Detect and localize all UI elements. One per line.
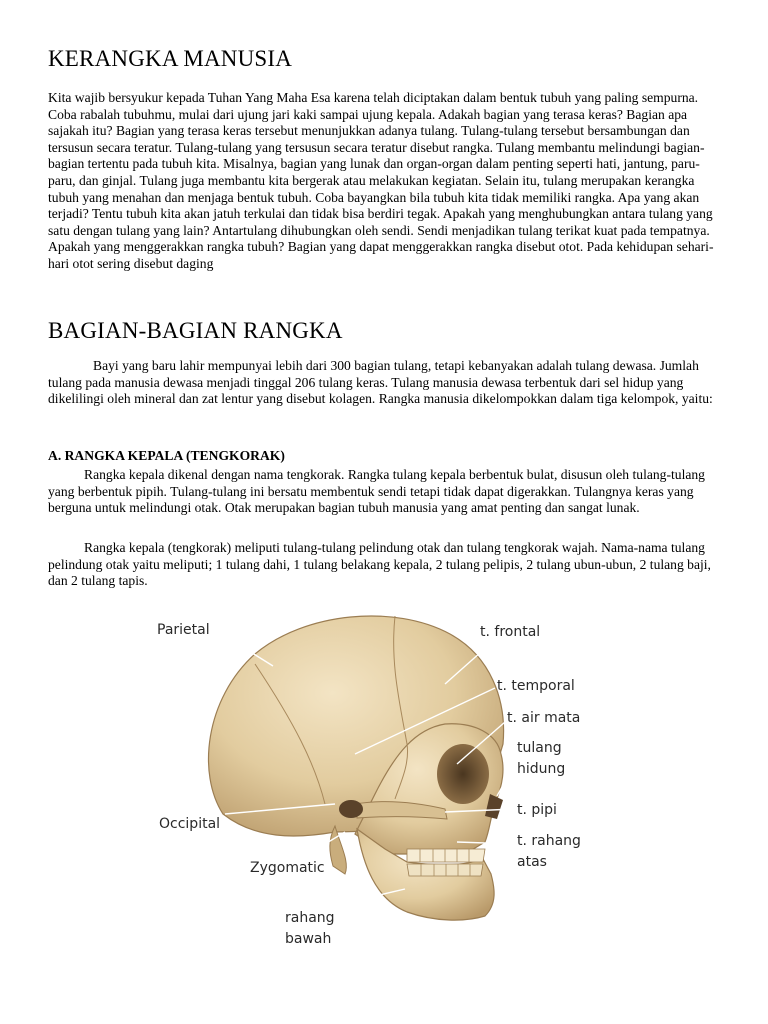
skull-paragraph-1-text: Rangka kepala dikenal dengan nama tengkorak. Rangka tulang kepala berbentuk bulat, disusun oleh tulang-tulang yang berbentuk pipih. Tulang-tulang ini bersatu membentuk sendi tetapi tidak dapat digerakkan. Tulangnya keras yang berguna untuk melindungi otak. Otak merupakan bagian tubuh manusia yang amat penting dan sangat lunak. bbox=[48, 467, 705, 516]
label-rahang-atas-2: atas bbox=[517, 854, 547, 870]
skull-paragraph-2 bbox=[48, 540, 720, 590]
label-occipital: Occipital bbox=[159, 816, 221, 832]
label-frontal: t. frontal bbox=[480, 624, 541, 640]
skull-diagram bbox=[145, 604, 615, 954]
ear-opening bbox=[339, 800, 363, 818]
lower-teeth bbox=[407, 864, 483, 876]
label-tulang: tulang bbox=[517, 740, 562, 756]
page-title: KERANGKA MANUSIA bbox=[48, 46, 293, 71]
section-title: BAGIAN-BAGIAN RANGKA bbox=[48, 318, 343, 343]
parts-paragraph bbox=[48, 358, 720, 408]
label-rahang-bawah-1: rahang bbox=[285, 910, 335, 926]
parts-paragraph-text: Bayi yang baru lahir mempunyai lebih dari 300 bagian tulang, tetapi kebanyakan adalah tulang dewasa. Jumlah tulang pada manusia dewasa menjadi tinggal 206 tulang keras. Tulang manusia dewasa terbentuk dari sel hidup yang dikelilingi oleh mineral dan zat lentur yang disebut kolagen. Rangka manusia dikelompokkan dalam tiga kelompok, yaitu: bbox=[48, 358, 713, 407]
label-air-mata: t. air mata bbox=[507, 710, 581, 726]
skull-illustration bbox=[145, 604, 615, 954]
skull-paragraph-2-text: Rangka kepala (tengkorak) meliputi tulang-tulang pelindung otak dan tulang tengkorak wajah. Nama-nama tulang pelindung otak yaitu meliputi; 1 tulang dahi, 1 tulang belakang kepala, 2 tulang pelipis, 2 tulang ubun-ubun, 2 tulang baji, dan 2 tulang tapis. bbox=[48, 540, 711, 589]
subsection-heading: A. RANGKA KEPALA (TENGKORAK) bbox=[48, 448, 285, 463]
label-hidung: hidung bbox=[517, 761, 566, 777]
label-zygomatic: Zygomatic bbox=[250, 860, 325, 876]
upper-teeth bbox=[407, 849, 485, 862]
skull-paragraph-1 bbox=[48, 467, 720, 517]
intro-paragraph: Kita wajib bersyukur kepada Tuhan Yang Maha Esa karena telah diciptakan dalam bentuk tubuh yang paling sempurna. Coba rabalah tubuhmu, mulai dari ujung jari kaki sampai ujung kepala. Adakah bagian yang terasa keras? Bagian apa sajakah itu? Bagian yang terasa keras tersebut menunjukkan adanya tulang. Tulang-tulang tersebut bersambungan dan tersusun secara teratur. Tulang-tulang yang tersusun secara teratur disebut rangka. Tulang membantu melindungi bagian-bagian tertentu pada tubuh kita. Misalnya, bagian yang lunak dan organ-organ dalam penting seperti hati, jantung, paru-paru, dan ginjal. Tulang juga membantu kita bergerak atau melakukan kegiatan. Selain itu, tulang merupakan kerangka tubuh yang menahan dan menjaga bentuk tubuh. Coba bayangkan bila tubuh kita tidak memiliki rangka. Apa yang akan terjadi? Tentu tubuh kita akan jatuh terkulai dan tidak bisa berdiri tegak. Apakah yang menghubungkan antara tulang yang satu dengan tulang yang lain? Antartulang dihubungkan oleh sendi. Sendi menjadikan tulang terikat kuat pada tempatnya. Apakah yang menggerakkan rangka tubuh? Bagian yang dapat menggerakkan rangka disebut otot. Pada kehidupan sehari-hari otot sering disebut daging bbox=[48, 90, 714, 271]
label-temporal: t. temporal bbox=[497, 678, 575, 694]
eye-socket bbox=[437, 744, 489, 804]
label-parietal: Parietal bbox=[157, 622, 210, 638]
label-rahang-atas-1: t. rahang bbox=[517, 833, 581, 849]
label-pipi: t. pipi bbox=[517, 802, 557, 818]
label-rahang-bawah-2: bawah bbox=[285, 931, 332, 947]
